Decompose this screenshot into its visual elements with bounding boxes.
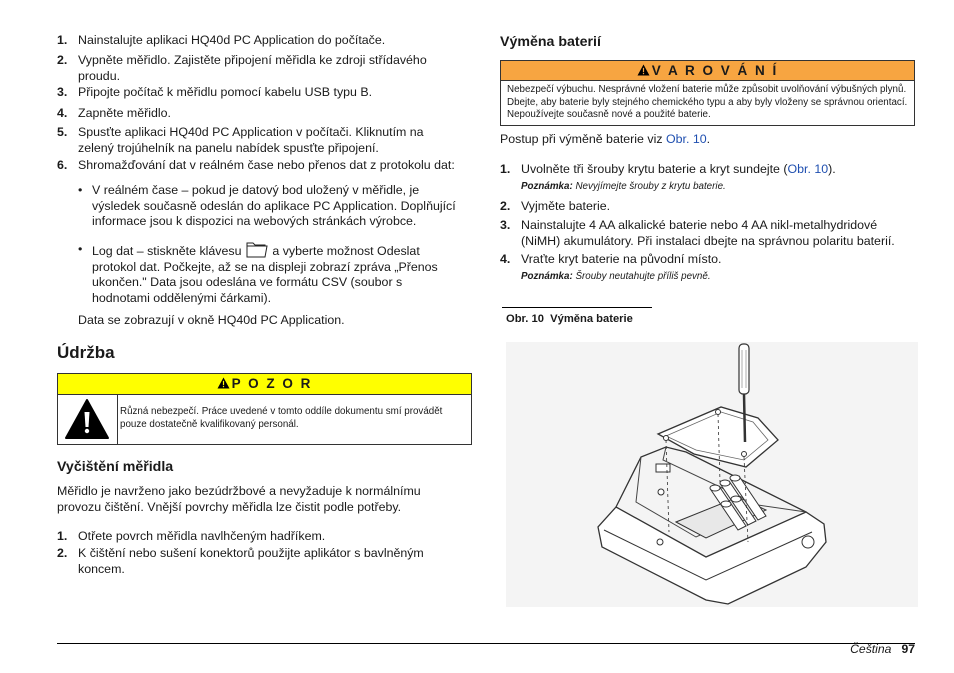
battery-step-3: 3. Nainstalujte 4 AA alkalické baterie nebo 4 AA nikl-metalhydridové (NiMH) akumulátory. Při instalaci dbejte na správnou polaritu baterií. — [500, 218, 895, 248]
step-5: 5. Spusťte aplikaci HQ40d PC Application v počítači. Kliknutím na zelený trojúhelník na panelu nabídek spusťte připojení. — [57, 125, 424, 155]
battery-step-1: 1. Uvolněte tři šrouby krytu baterie a kryt sundejte (Obr. 10). — [500, 162, 836, 176]
footer-rule — [57, 643, 915, 644]
figure-10-link-step[interactable]: Obr. 10 — [787, 162, 829, 176]
section-heading-battery: Výměna baterií — [500, 34, 601, 50]
step-1: 1. Nainstalujte aplikaci HQ40d PC Application do počítače. — [57, 33, 386, 47]
note-1: Poznámka: Nevyjímejte šrouby z krytu baterie. — [521, 181, 726, 192]
bullet-datalog: • Log dat – stiskněte klávesu a vyberte možnost Odeslat protokol dat. Počkejte, až se na displeji zobrazí zpráva „Přenos ukončen." Data jsou odeslána ve formátu CSV (soubor s hodnotami oddělenými čárkami). — [78, 242, 438, 305]
caption-rule — [502, 307, 652, 308]
battery-step-2: 2. Vyjměte baterie. — [500, 199, 611, 213]
warning-triangle-icon — [637, 64, 650, 76]
page-number: 97 — [901, 642, 915, 656]
battery-step-4: 4. Vraťte kryt baterie na původní místo. — [500, 252, 722, 266]
warning-body: Nebezpečí výbuchu. Nesprávné vložení baterie může způsobit uvolňování výbušných plynů. Dbejte, aby baterie byly stejného chemického typu a aby byly vloženy se správnou orientací. Nepoužívejte současně nové a použité baterie. — [507, 84, 908, 120]
warning-header: V A R O V Á N Í — [501, 61, 914, 81]
step-4: 4. Zapněte měřidlo. — [57, 106, 171, 120]
figure-10-link[interactable]: Obr. 10 — [665, 132, 707, 146]
footer-language: Čeština — [850, 642, 892, 656]
figure-caption: Obr. 10 Výměna baterie — [506, 313, 633, 325]
cleaning-step-2: 2. K čištění nebo sušení konektorů použijte aplikátor s bavlněným koncem. — [57, 546, 424, 576]
cleaning-paragraph: Měřidlo je navrženo jako bezúdržbové a nevyžaduje k normálnímu provozu čištění. Vnější povrchy měřidla lze čistit podle potřeby. — [57, 484, 421, 514]
step-3: 3. Připojte počítač k měřidlu pomocí kabelu USB typu B. — [57, 85, 373, 99]
caution-body: Různá nebezpečí. Práce uvedené v tomto oddíle dokumentu smí provádět pouze dostatečně kvalifikovaný personál. — [120, 406, 443, 430]
step-2: 2. Vypněte měřidlo. Zajistěte připojení měřidla ke zdroji střídavého proudu. — [57, 53, 427, 83]
section-heading-cleaning: Vyčištění měřidla — [57, 459, 174, 475]
battery-replacement-illustration — [506, 342, 918, 607]
hazard-triangle-icon — [64, 398, 110, 440]
caution-icon-cell — [58, 394, 118, 444]
procedure-intro: Postup při výměně baterie viz Obr. 10. — [500, 132, 711, 146]
cleaning-step-1: 1. Otřete povrch měřidla navlhčeným hadříkem. — [57, 529, 326, 543]
section-heading-maintenance: Údržba — [57, 343, 115, 362]
step-6: 6. Shromažďování dat v reálném čase nebo přenos dat z protokolu dat: — [57, 158, 455, 172]
note-2: Poznámka: Šrouby neutahujte příliš pevně. — [521, 271, 711, 282]
caution-header: P O Z O R — [58, 374, 471, 395]
folder-send-key-icon — [246, 242, 268, 258]
warning-triangle-icon — [217, 377, 230, 389]
warning-box — [500, 60, 915, 126]
caution-box — [57, 373, 472, 445]
data-display-text: Data se zobrazují v okně HQ40d PC Application. — [78, 313, 345, 327]
page-footer — [850, 642, 915, 656]
bullet-realtime: • V reálném čase – pokud je datový bod uložený v měřidle, je výsledek současně odeslán do aplikace PC Application. Doplňující informace jsou k dispozici na webových stránkách výrobce. — [78, 183, 456, 228]
